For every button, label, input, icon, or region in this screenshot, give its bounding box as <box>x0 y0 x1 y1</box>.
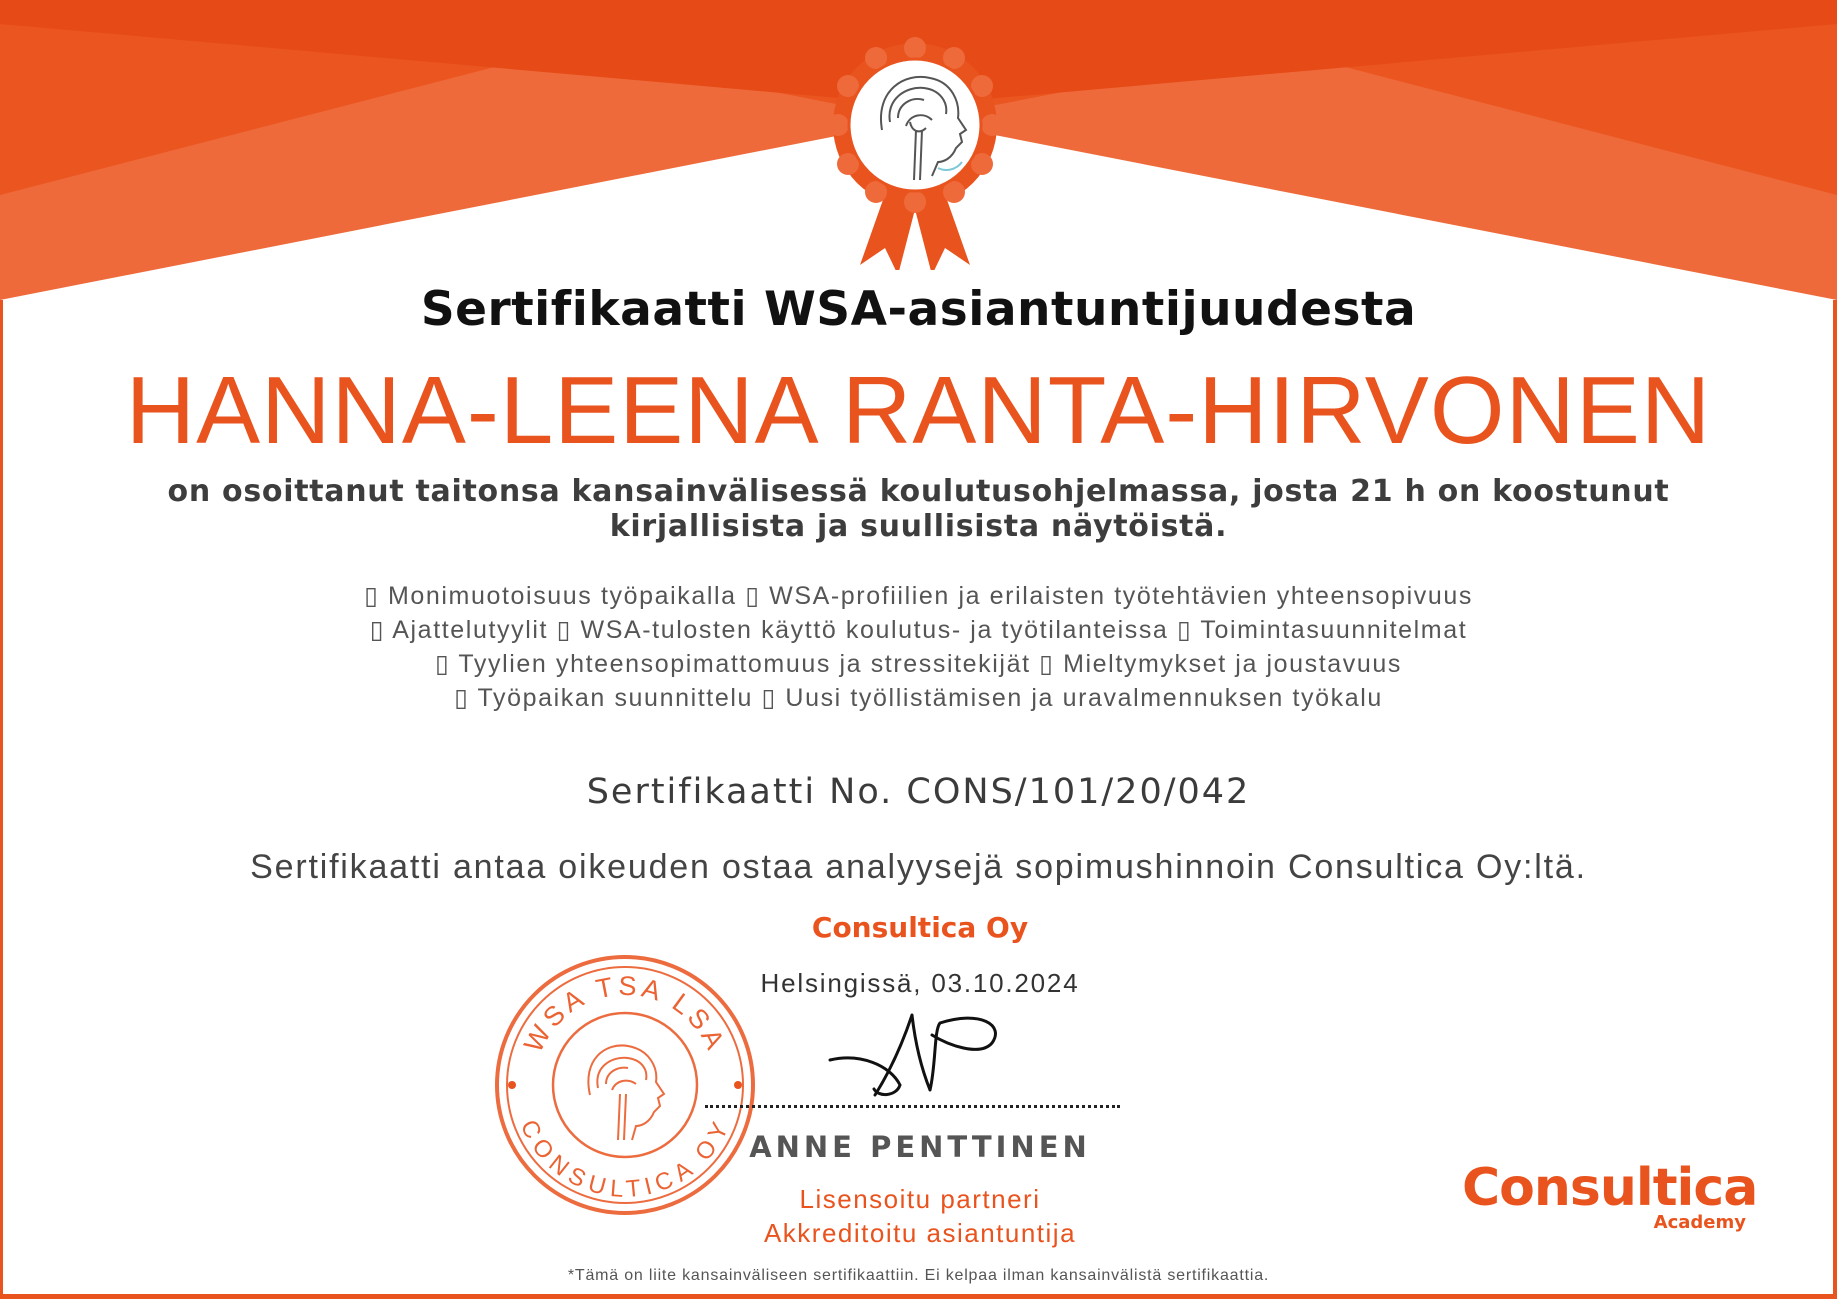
brain-rosette-icon <box>820 30 1010 270</box>
signer-name: ANNE PENTTINEN <box>749 1130 1091 1164</box>
certificate-intro <box>0 474 1837 544</box>
certificate-number: Sertifikaatti No. CONS/101/20/042 <box>586 772 1251 812</box>
logo-name: Consultica <box>1462 1158 1758 1218</box>
issuer-place-date: Helsingissä, 03.10.2024 <box>760 968 1080 998</box>
topics-line: ▯ Työpaikan suunnittelu ▯ Uusi työllistämisen ja uravalmennuksen työkalu <box>454 684 1383 712</box>
stamp-top-text: WSA TSA LSA <box>518 970 732 1058</box>
signer-role: Lisensoitu partneri <box>799 1184 1041 1214</box>
intro-line: kirjallisista ja suullisista näytöistä. <box>609 509 1228 544</box>
certificate-rights: Sertifikaatti antaa oikeuden ostaa analyysejä sopimushinnoin Consultica Oy:ltä. <box>250 848 1587 886</box>
stamp-bottom-text: CONSULTICA OY <box>514 1115 736 1204</box>
signature-line <box>705 1105 1120 1108</box>
topics-list <box>0 579 1837 715</box>
topics-line: ▯ Monimuotoisuus työpaikalla ▯ WSA-profiilien ja erilaisten työtehtävien yhteensopivuus <box>364 582 1473 610</box>
signer-role: Akkreditoitu asiantuntija <box>763 1218 1077 1248</box>
recipient-name: HANNA-LEENA RANTA-HIRVONEN <box>125 357 1712 464</box>
footnote: *Tämä on liite kansainväliseen sertifikaattiin. Ei kelpaa ilman kansainvälistä sertifikaattia. <box>567 1267 1270 1284</box>
intro-line: on osoittanut taitonsa kansainvälisessä koulutusohjelmassa, josta 21 h on koostunut <box>167 474 1670 509</box>
signature-image <box>820 1005 1010 1105</box>
topics-line: ▯ Tyylien yhteensopimattomuus ja stressitekijät ▯ Mieltymykset ja joustavuus <box>434 650 1403 678</box>
topics-line: ▯ Ajattelutyylit ▯ WSA-tulosten käyttö koulutus- ja työtilanteissa ▯ Toimintasuunnitelmat <box>369 616 1468 644</box>
issuer-company: Consultica Oy <box>811 911 1029 944</box>
consultica-academy-logo <box>1462 1158 1758 1233</box>
logo-sub: Academy <box>1653 1212 1746 1233</box>
certificate-title: Sertifikaatti WSA-asiantuntijuudesta <box>420 282 1417 337</box>
